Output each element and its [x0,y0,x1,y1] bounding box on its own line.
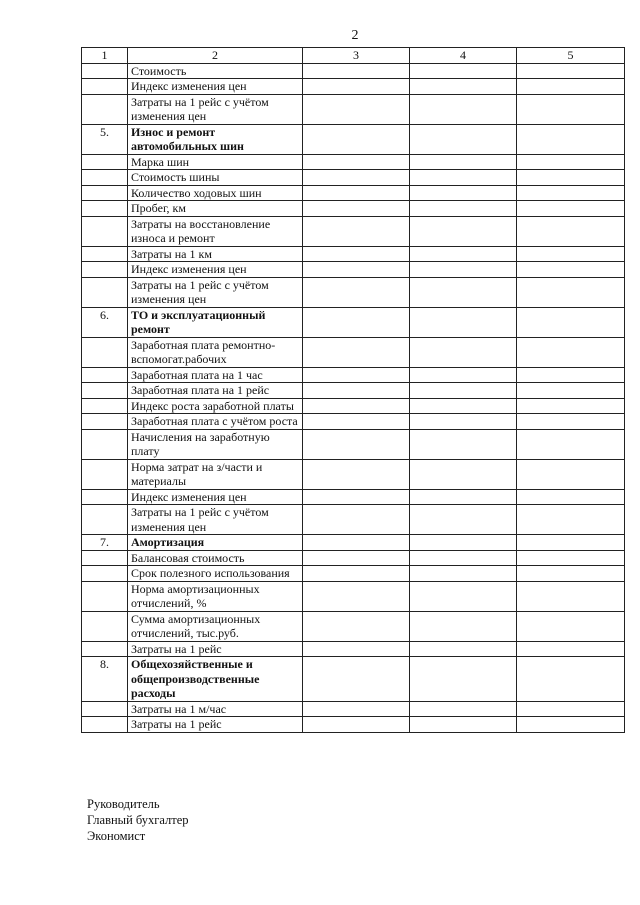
row-number-cell [82,505,128,535]
row-label-cell: Стоимость шины [128,170,303,186]
row-number-cell [82,414,128,430]
table-row [82,124,625,154]
value-cell-col-4[interactable] [410,398,517,414]
value-cell-col-3[interactable] [303,414,410,430]
value-cell-col-4[interactable] [410,201,517,217]
table-row [82,535,625,551]
row-number-cell [82,246,128,262]
value-cell-col-3[interactable] [303,185,410,201]
value-cell-col-5[interactable] [517,185,625,201]
row-number-cell [82,550,128,566]
value-cell-col-4[interactable] [410,246,517,262]
value-cell-col-4[interactable] [410,566,517,582]
value-cell-col-3[interactable] [303,611,410,641]
value-cell-col-5[interactable] [517,550,625,566]
table-row [82,489,625,505]
value-cell-col-3[interactable] [303,641,410,657]
value-cell-col-5[interactable] [517,611,625,641]
row-number-cell [82,611,128,641]
table-row [82,246,625,262]
value-cell-col-5[interactable] [517,216,625,246]
value-cell-col-5[interactable] [517,383,625,399]
table-row [82,701,625,717]
row-label-cell: Затраты на 1 рейс с учётом изменения цен [128,94,303,124]
value-cell-col-5[interactable] [517,566,625,582]
value-cell-col-4[interactable] [410,277,517,307]
table-row [82,170,625,186]
row-number-cell [82,79,128,95]
row-label-cell: Затраты на 1 м/час [128,701,303,717]
value-cell-col-3[interactable] [303,216,410,246]
value-cell-col-4[interactable] [410,459,517,489]
table-row [82,459,625,489]
row-number-cell: 5. [82,124,128,154]
value-cell-col-4[interactable] [410,63,517,79]
table-row [82,398,625,414]
value-cell-col-4[interactable] [410,170,517,186]
row-number-cell [82,216,128,246]
value-cell-col-3[interactable] [303,717,410,733]
header-cell-2: 2 [128,48,303,64]
value-cell-col-5[interactable] [517,246,625,262]
row-number-cell [82,94,128,124]
row-number-cell: 7. [82,535,128,551]
section-title-cell: Износ и ремонт автомобильных шин [128,124,303,154]
table-row [82,550,625,566]
row-number-cell [82,277,128,307]
value-cell-col-4[interactable] [410,414,517,430]
value-cell-col-4[interactable] [410,124,517,154]
value-cell-col-3[interactable] [303,201,410,217]
value-cell-col-5[interactable] [517,94,625,124]
value-cell-col-3[interactable] [303,535,410,551]
value-cell-col-5[interactable] [517,154,625,170]
value-cell-col-5[interactable] [517,307,625,337]
table-row [82,429,625,459]
table-row [82,383,625,399]
row-number-cell [82,489,128,505]
table-row [82,201,625,217]
row-label-cell: Индекс изменения цен [128,489,303,505]
value-cell-col-3[interactable] [303,383,410,399]
value-cell-col-4[interactable] [410,367,517,383]
value-cell-col-5[interactable] [517,262,625,278]
row-number-cell: 6. [82,307,128,337]
value-cell-col-3[interactable] [303,170,410,186]
row-number-cell [82,701,128,717]
value-cell-col-4[interactable] [410,337,517,367]
row-number-cell [82,398,128,414]
row-label-cell: Затраты на 1 км [128,246,303,262]
row-label-cell: Количество ходовых шин [128,185,303,201]
row-label-cell: Затраты на 1 рейс с учётом изменения цен [128,505,303,535]
section-title-cell: Общехозяйственные и общепроизводственные расходы [128,657,303,702]
section-title-cell: ТО и эксплуатационный ремонт [128,307,303,337]
section-title-cell: Амортизация [128,535,303,551]
value-cell-col-3[interactable] [303,566,410,582]
row-number-cell [82,170,128,186]
row-label-cell: Затраты на 1 рейс с учётом изменения цен [128,277,303,307]
row-number-cell [82,185,128,201]
value-cell-col-5[interactable] [517,505,625,535]
value-cell-col-5[interactable] [517,657,625,702]
value-cell-col-4[interactable] [410,505,517,535]
row-number-cell [82,383,128,399]
cost-table [81,47,625,733]
value-cell-col-4[interactable] [410,262,517,278]
value-cell-col-5[interactable] [517,79,625,95]
value-cell-col-3[interactable] [303,79,410,95]
value-cell-col-5[interactable] [517,701,625,717]
value-cell-col-3[interactable] [303,277,410,307]
row-label-cell: Сумма амортизационных отчислений, тыс.руб. [128,611,303,641]
table-row [82,337,625,367]
value-cell-col-4[interactable] [410,489,517,505]
value-cell-col-5[interactable] [517,641,625,657]
row-label-cell: Заработная плата ремонтно-вспомогат.рабочих [128,337,303,367]
signature-chief-accountant: Главный бухгалтер [87,813,189,827]
table-row [82,414,625,430]
row-label-cell: Заработная плата с учётом роста [128,414,303,430]
value-cell-col-3[interactable] [303,94,410,124]
value-cell-col-3[interactable] [303,505,410,535]
value-cell-col-5[interactable] [517,429,625,459]
row-label-cell: Пробег, км [128,201,303,217]
value-cell-col-5[interactable] [517,535,625,551]
row-label-cell: Норма затрат на з/части и материалы [128,459,303,489]
value-cell-col-3[interactable] [303,701,410,717]
row-number-cell [82,641,128,657]
signature-economist: Экономист [87,829,146,843]
row-number-cell [82,429,128,459]
value-cell-col-5[interactable] [517,201,625,217]
row-label-cell: Заработная плата на 1 рейс [128,383,303,399]
table-row [82,505,625,535]
value-cell-col-3[interactable] [303,262,410,278]
value-cell-col-3[interactable] [303,124,410,154]
table-row [82,277,625,307]
row-number-cell: 8. [82,657,128,702]
table-row [82,307,625,337]
row-label-cell: Марка шин [128,154,303,170]
value-cell-col-4[interactable] [410,535,517,551]
value-cell-col-4[interactable] [410,611,517,641]
header-cell-5: 5 [517,48,625,64]
signature-director: Руководитель [87,797,160,811]
value-cell-col-3[interactable] [303,307,410,337]
value-cell-col-4[interactable] [410,581,517,611]
value-cell-col-5[interactable] [517,459,625,489]
value-cell-col-3[interactable] [303,459,410,489]
table-row [82,185,625,201]
value-cell-col-4[interactable] [410,154,517,170]
row-number-cell [82,337,128,367]
value-cell-col-4[interactable] [410,701,517,717]
value-cell-col-3[interactable] [303,489,410,505]
row-label-cell: Начисления на заработную плату [128,429,303,459]
value-cell-col-3[interactable] [303,246,410,262]
value-cell-col-4[interactable] [410,79,517,95]
row-label-cell: Индекс изменения цен [128,262,303,278]
row-label-cell: Срок полезного использования [128,566,303,582]
value-cell-col-3[interactable] [303,63,410,79]
value-cell-col-4[interactable] [410,307,517,337]
value-cell-col-3[interactable] [303,337,410,367]
row-label-cell: Затраты на 1 рейс [128,641,303,657]
row-label-cell: Стоимость [128,63,303,79]
row-label-cell: Затраты на восстановление износа и ремонт [128,216,303,246]
header-cell-4: 4 [410,48,517,64]
row-number-cell [82,262,128,278]
row-number-cell [82,459,128,489]
value-cell-col-3[interactable] [303,657,410,702]
value-cell-col-3[interactable] [303,550,410,566]
value-cell-col-5[interactable] [517,414,625,430]
row-label-cell: Затраты на 1 рейс [128,717,303,733]
row-label-cell: Норма амортизационных отчислений, % [128,581,303,611]
header-cell-3: 3 [303,48,410,64]
table-row [82,154,625,170]
value-cell-col-4[interactable] [410,429,517,459]
row-number-cell [82,566,128,582]
value-cell-col-3[interactable] [303,367,410,383]
header-cell-1: 1 [82,48,128,64]
table-row [82,657,625,702]
row-label-cell: Заработная плата на 1 час [128,367,303,383]
value-cell-col-3[interactable] [303,154,410,170]
table-header-row [82,48,625,64]
row-label-cell: Индекс роста заработной платы [128,398,303,414]
table-row [82,367,625,383]
value-cell-col-3[interactable] [303,398,410,414]
table-row [82,94,625,124]
row-number-cell [82,201,128,217]
table-row [82,641,625,657]
value-cell-col-5[interactable] [517,277,625,307]
value-cell-col-4[interactable] [410,383,517,399]
row-label-cell: Индекс изменения цен [128,79,303,95]
row-number-cell [82,367,128,383]
table-row [82,262,625,278]
value-cell-col-3[interactable] [303,429,410,459]
value-cell-col-4[interactable] [410,185,517,201]
signatures-block [87,796,189,844]
row-number-cell [82,63,128,79]
value-cell-col-5[interactable] [517,398,625,414]
table-row [82,581,625,611]
table-row [82,63,625,79]
page-number: 2 [351,28,359,43]
row-number-cell [82,154,128,170]
value-cell-col-5[interactable] [517,63,625,79]
value-cell-col-5[interactable] [517,489,625,505]
value-cell-col-5[interactable] [517,581,625,611]
row-number-cell [82,717,128,733]
row-label-cell: Балансовая стоимость [128,550,303,566]
value-cell-col-4[interactable] [410,550,517,566]
value-cell-col-4[interactable] [410,94,517,124]
value-cell-col-4[interactable] [410,717,517,733]
value-cell-col-3[interactable] [303,581,410,611]
table-row [82,566,625,582]
value-cell-col-5[interactable] [517,367,625,383]
table-row [82,216,625,246]
value-cell-col-4[interactable] [410,216,517,246]
table-row [82,79,625,95]
value-cell-col-5[interactable] [517,717,625,733]
table-row [82,611,625,641]
value-cell-col-5[interactable] [517,337,625,367]
row-number-cell [82,581,128,611]
value-cell-col-5[interactable] [517,170,625,186]
value-cell-col-4[interactable] [410,657,517,702]
value-cell-col-5[interactable] [517,124,625,154]
value-cell-col-4[interactable] [410,641,517,657]
table-row [82,717,625,733]
